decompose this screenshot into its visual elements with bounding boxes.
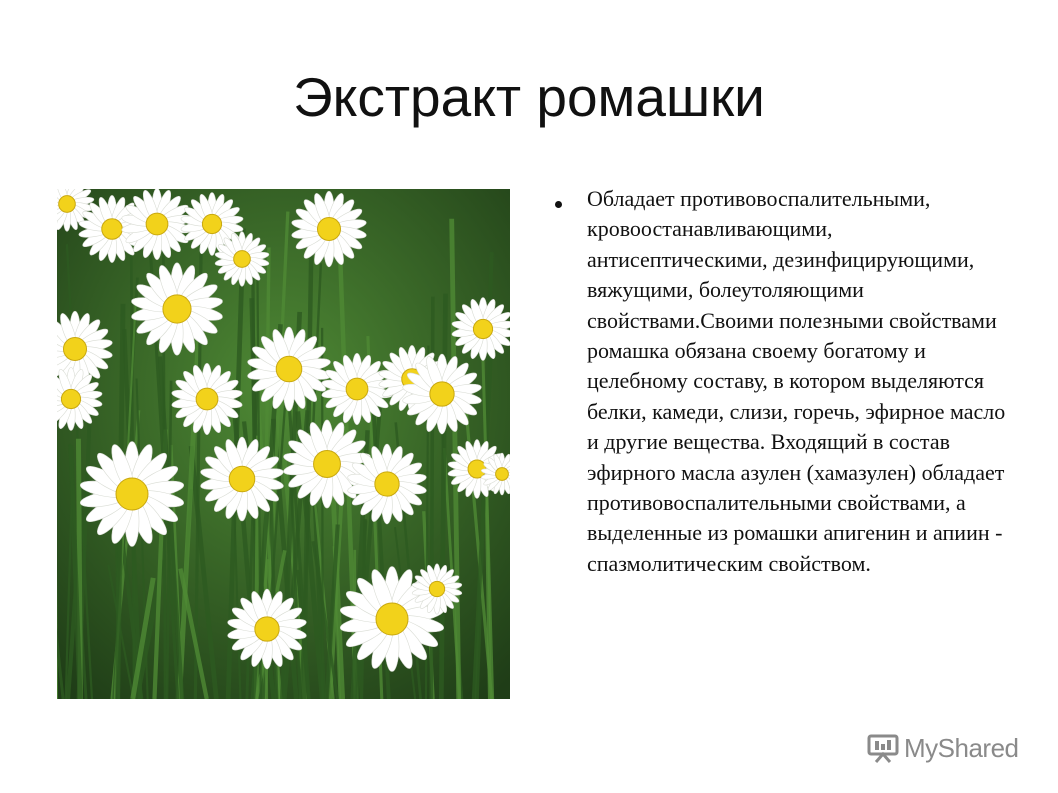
flower-center (276, 356, 302, 382)
flower-center (255, 617, 279, 641)
flower-center (59, 196, 76, 213)
flower-center (202, 214, 221, 233)
flower-center (61, 389, 80, 408)
flower-center (234, 251, 251, 268)
flower-center (430, 382, 454, 406)
flower-center (116, 478, 148, 510)
presentation-board-icon (866, 731, 900, 765)
bullet-item (543, 184, 1013, 579)
flower-center (375, 472, 399, 496)
flower-center (496, 468, 509, 481)
flower-center (102, 219, 122, 239)
flower-center (146, 213, 168, 235)
flower-center (229, 466, 255, 492)
slide-title: Экстракт ромашки (293, 66, 765, 128)
bullet-text: Обладает противовоспалительными, кровоостанавливающими, антисептическими, дезинфицирующими, вяжущими, болеутоляющими свойствами.Своими полезными свойствами ромашка обязана своему богатому и целебному составу, в котором выделяются белки, камеди, слизи, горечь, эфирное масло и другие вещества. Входящий в состав эфирного масла азулен (хамазулен) обладает противовоспалительными свойствами, а выделенные из ромашки апигенин и апиин - спазмолитическим свойством. (587, 186, 1006, 576)
chamomile-photo (57, 189, 510, 699)
myshared-watermark (866, 730, 1019, 766)
flower-center (429, 581, 444, 596)
flower-center (473, 319, 492, 338)
flower-center (63, 337, 86, 360)
flower-center (314, 451, 341, 478)
flower-center (346, 378, 368, 400)
chamomile-photo-illustration (57, 189, 510, 699)
flower-center (376, 603, 408, 635)
flower-center (196, 388, 218, 410)
flower-center (163, 295, 191, 323)
watermark-text: MyShared (904, 732, 1019, 763)
flower-center (317, 217, 340, 240)
bullet-dot-icon (555, 201, 562, 208)
bullet-list (543, 184, 1013, 579)
